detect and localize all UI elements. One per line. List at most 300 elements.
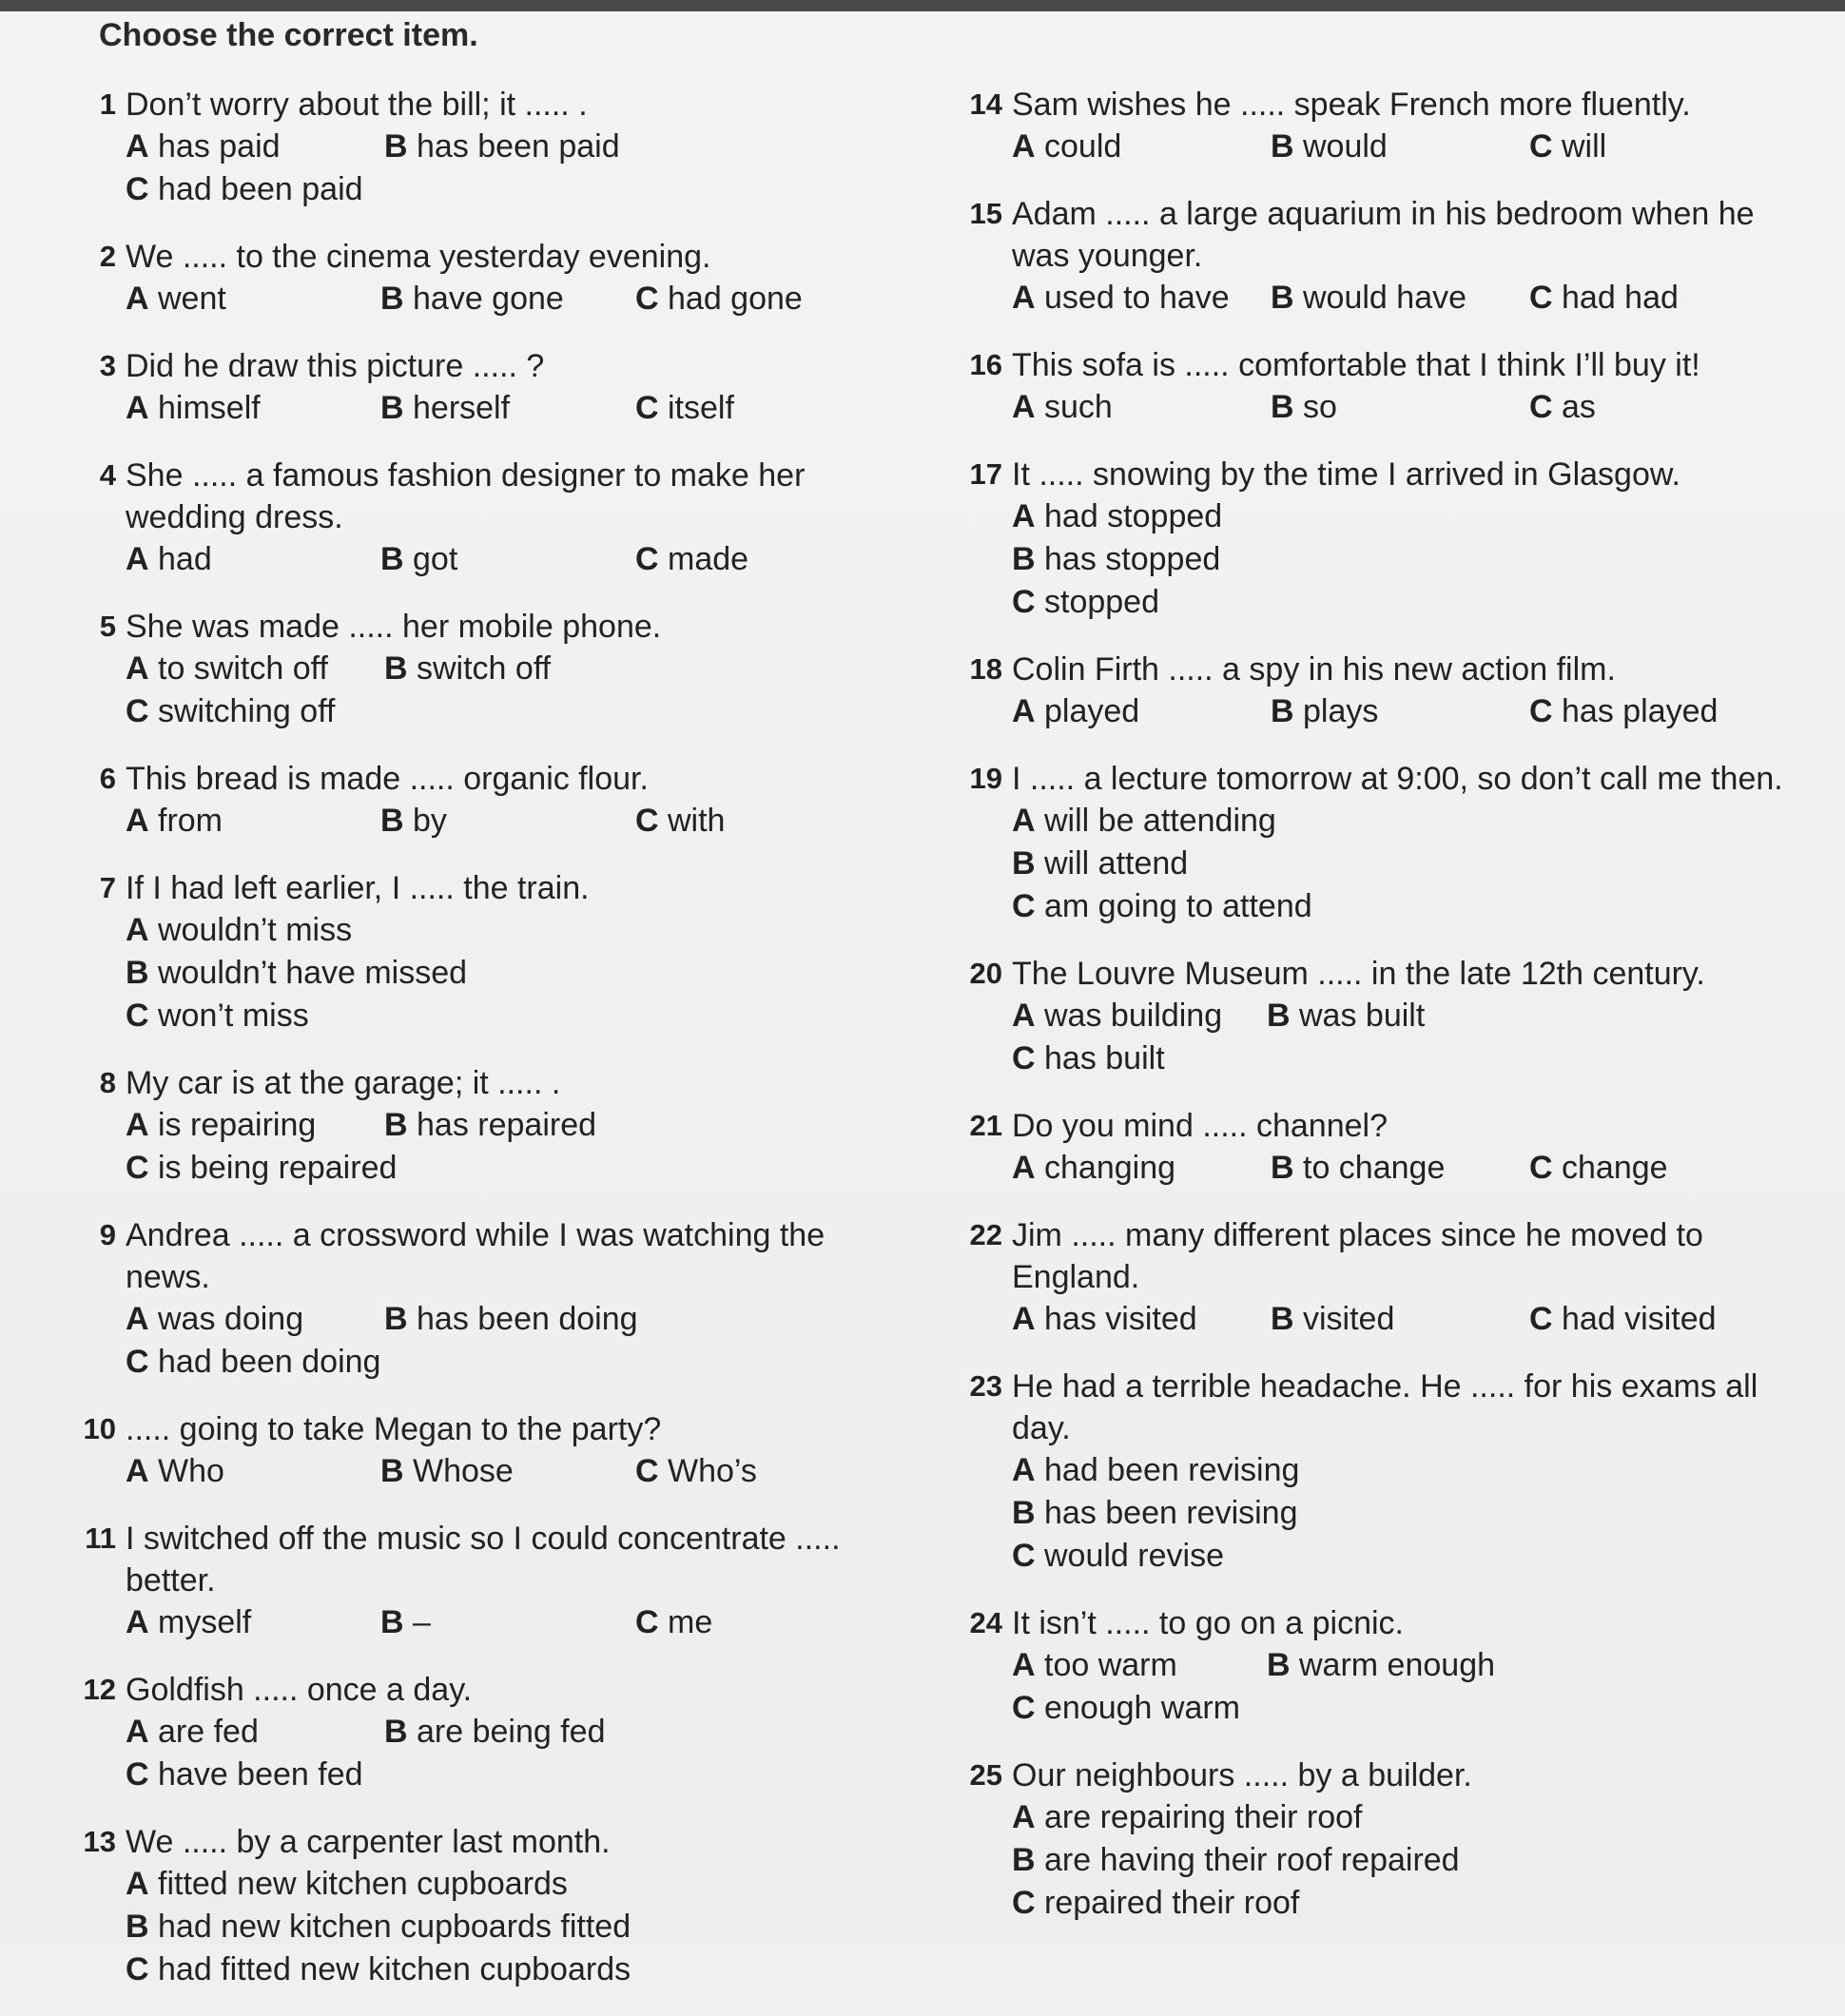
option-text: got: [413, 541, 458, 577]
option-letter: A: [126, 541, 149, 577]
option-letter: A: [1012, 1301, 1036, 1337]
option-c[interactable]: [126, 995, 886, 1037]
option-b[interactable]: [384, 1298, 643, 1341]
option-text: Whose: [413, 1453, 514, 1489]
option-a[interactable]: [126, 648, 384, 690]
question-number: 14: [969, 87, 1002, 121]
answer-options: [57, 1298, 913, 1384]
option-c[interactable]: [635, 538, 890, 581]
option-letter: B: [380, 803, 404, 839]
option-text: was doing: [158, 1301, 304, 1337]
option-a[interactable]: [126, 1450, 380, 1493]
option-letter: A: [126, 281, 149, 317]
question-stem: [57, 455, 913, 538]
question-number: 22: [969, 1218, 1002, 1251]
option-letter: C: [126, 693, 149, 729]
option-a[interactable]: [126, 278, 380, 320]
option-b[interactable]: [1271, 690, 1529, 733]
answer-options: [57, 909, 913, 1037]
question-stem: [943, 953, 1799, 995]
option-b[interactable]: [1271, 386, 1529, 429]
option-text: visited: [1303, 1301, 1395, 1337]
option-text: too warm: [1044, 1647, 1177, 1683]
option-b[interactable]: [380, 1601, 635, 1644]
question-text: Don’t worry about the bill; it ..... .: [126, 87, 588, 123]
option-letter: B: [384, 1107, 408, 1143]
option-text: had visited: [1562, 1301, 1717, 1337]
question-text: Sam wishes he ..... speak French more fluently.: [1012, 87, 1691, 123]
option-letter: B: [1271, 693, 1294, 729]
question-19: [943, 758, 1799, 928]
option-letter: A: [126, 1107, 149, 1143]
question-6: [57, 758, 913, 843]
question-number: 23: [969, 1369, 1002, 1403]
question-text: I switched off the music so I could concentrate ..... better.: [126, 1521, 841, 1599]
option-c[interactable]: [635, 1601, 890, 1644]
option-text: has been revising: [1044, 1495, 1298, 1531]
question-text: Colin Firth ..... a spy in his new action film.: [1012, 651, 1616, 688]
option-b[interactable]: [1012, 538, 1773, 581]
option-text: me: [668, 1604, 713, 1640]
question-text: He had a terrible headache. He ..... for his exams all day.: [1012, 1368, 1758, 1446]
option-a[interactable]: [1012, 1449, 1773, 1492]
option-c[interactable]: [1529, 1298, 1788, 1341]
option-text: had fitted new kitchen cupboards: [158, 1951, 631, 1987]
option-letter: C: [635, 1604, 659, 1640]
option-c[interactable]: [1012, 1882, 1773, 1925]
option-c[interactable]: [1012, 1535, 1773, 1578]
question-14: [943, 84, 1799, 168]
option-letter: B: [384, 1301, 408, 1337]
option-text: will: [1562, 128, 1607, 165]
question-5: [57, 606, 913, 733]
question-number: 19: [969, 762, 1002, 795]
option-a[interactable]: [126, 126, 384, 168]
option-text: has been paid: [417, 128, 620, 165]
question-stem: [57, 345, 913, 387]
answer-options: [57, 800, 913, 843]
option-letter: B: [1271, 389, 1294, 425]
option-letter: C: [1529, 128, 1553, 165]
option-letter: A: [126, 912, 149, 948]
option-c[interactable]: [1529, 1147, 1788, 1190]
answer-options: [57, 648, 913, 733]
option-b[interactable]: [380, 800, 635, 843]
option-letter: B: [1267, 1647, 1291, 1683]
answer-options: [943, 1449, 1799, 1578]
option-letter: B: [1271, 280, 1294, 316]
option-c[interactable]: [1012, 1687, 1525, 1730]
option-a[interactable]: [1012, 800, 1773, 843]
question-24: [943, 1602, 1799, 1730]
option-text: has played: [1562, 693, 1719, 729]
option-b[interactable]: [126, 952, 886, 995]
option-text: was built: [1299, 998, 1426, 1034]
option-letter: A: [1012, 998, 1036, 1034]
option-letter: C: [126, 998, 149, 1034]
option-text: made: [668, 541, 749, 577]
question-number: 5: [99, 610, 116, 643]
option-text: Who’s: [668, 1453, 757, 1489]
question-4: [57, 455, 913, 581]
option-c[interactable]: [126, 1341, 639, 1384]
option-text: had been paid: [158, 171, 363, 207]
option-text: change: [1562, 1150, 1668, 1186]
question-stem: [943, 1754, 1799, 1796]
option-letter: B: [380, 281, 404, 317]
question-stem: [57, 1518, 913, 1601]
option-letter: B: [126, 1909, 149, 1945]
option-c[interactable]: [126, 168, 639, 211]
option-c[interactable]: [1529, 386, 1788, 429]
option-c[interactable]: [635, 1450, 890, 1493]
answer-options: [57, 538, 913, 581]
question-stem: [943, 758, 1799, 800]
option-a[interactable]: [126, 909, 886, 952]
option-letter: B: [384, 128, 408, 165]
question-number: 20: [969, 957, 1002, 990]
question-18: [943, 649, 1799, 733]
answer-options: [943, 1796, 1799, 1925]
option-letter: B: [1012, 1842, 1036, 1878]
option-text: had been doing: [158, 1344, 381, 1380]
option-text: so: [1303, 389, 1337, 425]
option-a[interactable]: [126, 1863, 886, 1906]
option-letter: B: [1012, 1495, 1036, 1531]
question-2: [57, 236, 913, 320]
option-b[interactable]: [384, 1104, 643, 1147]
question-number: 17: [969, 457, 1002, 491]
option-letter: C: [126, 1951, 149, 1987]
option-c[interactable]: [126, 1754, 639, 1796]
option-text: with: [668, 803, 726, 839]
option-a[interactable]: [1012, 126, 1271, 168]
option-a[interactable]: [126, 538, 380, 581]
question-stem: [943, 1214, 1799, 1298]
answer-options: [943, 1147, 1799, 1190]
option-a[interactable]: [1012, 1298, 1271, 1341]
option-letter: B: [1267, 998, 1291, 1034]
option-text: repaired their roof: [1044, 1885, 1300, 1921]
question-23: [943, 1366, 1799, 1578]
question-stem: [57, 1821, 913, 1863]
option-letter: B: [1271, 128, 1294, 165]
page-edge-shadow: [0, 0, 1845, 11]
question-stem: [57, 758, 913, 800]
option-letter: C: [1012, 1538, 1036, 1574]
question-text: Adam ..... a large aquarium in his bedroom when he was younger.: [1012, 196, 1755, 274]
option-b[interactable]: [1012, 1492, 1773, 1535]
option-b[interactable]: [1267, 1644, 1522, 1687]
option-text: changing: [1044, 1150, 1176, 1186]
question-stem: [943, 193, 1799, 277]
option-text: –: [413, 1604, 431, 1640]
option-c[interactable]: [1529, 126, 1788, 168]
option-text: has stopped: [1044, 541, 1221, 577]
question-text: Did he draw this picture ..... ?: [126, 348, 545, 384]
answer-options: [943, 1644, 1799, 1730]
question-10: [57, 1408, 913, 1493]
question-12: [57, 1669, 913, 1796]
option-b[interactable]: [1271, 277, 1529, 320]
question-text: Do you mind ..... channel?: [1012, 1108, 1389, 1144]
answer-options: [943, 690, 1799, 733]
option-b[interactable]: [1271, 1298, 1529, 1341]
option-letter: C: [635, 281, 659, 317]
option-b[interactable]: [126, 1906, 886, 1948]
question-text: Jim ..... many different places since he moved to England.: [1012, 1217, 1703, 1295]
option-c[interactable]: [126, 1948, 886, 1991]
question-number: 11: [85, 1522, 116, 1555]
option-letter: A: [1012, 693, 1036, 729]
option-letter: B: [126, 955, 149, 991]
option-letter: B: [380, 1453, 404, 1489]
option-letter: B: [1012, 845, 1036, 882]
question-number: 13: [83, 1825, 116, 1858]
option-letter: C: [1529, 1150, 1553, 1186]
option-letter: C: [126, 1756, 149, 1793]
instruction-heading: Choose the correct item.: [99, 17, 478, 53]
question-number: 15: [969, 197, 1002, 230]
option-text: himself: [158, 390, 261, 426]
question-number: 24: [969, 1606, 1002, 1639]
option-a[interactable]: [1012, 277, 1271, 320]
question-stem: [943, 1105, 1799, 1147]
option-b[interactable]: [380, 1450, 635, 1493]
option-text: to change: [1303, 1150, 1446, 1186]
option-text: itself: [668, 390, 734, 426]
question-17: [943, 454, 1799, 624]
question-number: 3: [99, 349, 116, 382]
answer-options: [57, 1104, 913, 1190]
option-text: could: [1044, 128, 1122, 165]
question-number: 6: [99, 762, 116, 795]
option-c[interactable]: [126, 1147, 639, 1190]
question-number: 25: [969, 1758, 1002, 1792]
option-text: had gone: [668, 281, 803, 317]
answer-options: [57, 1450, 913, 1493]
option-b[interactable]: [1267, 995, 1522, 1037]
answer-options: [57, 278, 913, 320]
question-number: 9: [99, 1218, 116, 1251]
question-text: The Louvre Museum ..... in the late 12th century.: [1012, 956, 1705, 992]
option-a[interactable]: [1012, 495, 1773, 538]
option-c[interactable]: [1012, 885, 1773, 928]
option-c[interactable]: [635, 387, 890, 430]
option-letter: A: [1012, 1799, 1036, 1835]
question-stem: [57, 236, 913, 278]
right-question-column: [943, 84, 1799, 1949]
option-text: are repairing their roof: [1044, 1799, 1363, 1835]
option-a[interactable]: [1012, 1796, 1773, 1839]
option-text: is repairing: [158, 1107, 317, 1143]
option-text: fitted new kitchen cupboards: [158, 1866, 568, 1902]
option-b[interactable]: [384, 1711, 643, 1754]
option-text: had stopped: [1044, 498, 1223, 534]
option-a[interactable]: [126, 1601, 380, 1644]
option-letter: C: [1012, 1040, 1036, 1076]
option-a[interactable]: [126, 1711, 384, 1754]
question-stem: [943, 1602, 1799, 1644]
question-20: [943, 953, 1799, 1080]
question-number: 1: [99, 87, 116, 121]
question-stem: [57, 1062, 913, 1104]
answer-options: [57, 387, 913, 430]
option-letter: A: [126, 1714, 149, 1750]
question-text: It ..... snowing by the time I arrived in Glasgow.: [1012, 456, 1680, 493]
question-9: [57, 1214, 913, 1384]
option-text: by: [413, 803, 447, 839]
question-number: 10: [83, 1412, 116, 1445]
option-letter: C: [635, 803, 659, 839]
option-letter: C: [126, 1344, 149, 1380]
option-b[interactable]: [1012, 1839, 1773, 1882]
option-letter: A: [126, 1866, 149, 1902]
option-letter: A: [1012, 498, 1036, 534]
option-letter: A: [1012, 280, 1036, 316]
option-c[interactable]: [635, 800, 890, 843]
option-letter: A: [126, 1301, 149, 1337]
option-a[interactable]: [1012, 1644, 1267, 1687]
question-21: [943, 1105, 1799, 1190]
option-text: was building: [1044, 998, 1223, 1034]
option-letter: C: [635, 390, 659, 426]
question-stem: [57, 1669, 913, 1711]
question-stem: [57, 606, 913, 648]
option-a[interactable]: [1012, 386, 1271, 429]
option-a[interactable]: [1012, 1147, 1271, 1190]
answer-options: [57, 1711, 913, 1796]
option-text: would: [1303, 128, 1388, 165]
option-text: myself: [158, 1604, 252, 1640]
option-text: has been doing: [417, 1301, 638, 1337]
option-text: has visited: [1044, 1301, 1197, 1337]
option-letter: A: [126, 803, 149, 839]
option-text: had: [158, 541, 212, 577]
option-letter: B: [1271, 1301, 1294, 1337]
question-stem: [57, 1214, 913, 1298]
option-a[interactable]: [126, 800, 380, 843]
option-text: switch off: [417, 650, 552, 687]
question-stem: [943, 649, 1799, 690]
option-text: switching off: [158, 693, 336, 729]
option-text: has repaired: [417, 1107, 597, 1143]
option-c[interactable]: [1529, 277, 1788, 320]
option-letter: A: [1012, 1647, 1036, 1683]
option-text: had had: [1562, 280, 1679, 316]
option-a[interactable]: [126, 1298, 384, 1341]
option-b[interactable]: [380, 538, 635, 581]
option-letter: B: [380, 1604, 404, 1640]
option-text: warm enough: [1299, 1647, 1496, 1683]
option-text: wouldn’t miss: [158, 912, 353, 948]
option-letter: C: [1012, 1885, 1036, 1921]
option-letter: A: [126, 1453, 149, 1489]
question-1: [57, 84, 913, 211]
question-text: This bread is made ..... organic flour.: [126, 761, 649, 797]
answer-options: [57, 1863, 913, 1991]
question-text: Goldfish ..... once a day.: [126, 1672, 473, 1708]
option-c[interactable]: [635, 278, 890, 320]
option-text: have gone: [413, 281, 564, 317]
option-a[interactable]: [1012, 995, 1267, 1037]
option-b[interactable]: [384, 126, 643, 168]
option-letter: C: [1529, 389, 1553, 425]
question-stem: [57, 1408, 913, 1450]
option-a[interactable]: [126, 1104, 384, 1147]
option-letter: B: [1012, 541, 1036, 577]
question-text: She ..... a famous fashion designer to make her wedding dress.: [126, 457, 806, 535]
option-b[interactable]: [380, 387, 635, 430]
question-text: We ..... to the cinema yesterday evening.: [126, 239, 711, 275]
option-text: has built: [1044, 1040, 1165, 1076]
question-number: 21: [969, 1109, 1002, 1142]
question-number: 16: [969, 348, 1002, 381]
question-number: 18: [969, 652, 1002, 686]
question-text: She was made ..... her mobile phone.: [126, 609, 662, 645]
option-letter: A: [126, 390, 149, 426]
question-stem: [943, 1366, 1799, 1449]
answer-options: [943, 1298, 1799, 1341]
option-c[interactable]: [1012, 581, 1773, 624]
option-letter: A: [1012, 1452, 1036, 1488]
left-question-column: [57, 84, 913, 2016]
option-b[interactable]: [380, 278, 635, 320]
question-15: [943, 193, 1799, 320]
option-text: from: [158, 803, 223, 839]
option-c[interactable]: [126, 690, 639, 733]
question-25: [943, 1754, 1799, 1925]
question-text: This sofa is ..... comfortable that I think I’ll buy it!: [1012, 347, 1700, 383]
option-c[interactable]: [1529, 690, 1788, 733]
option-text: wouldn’t have missed: [158, 955, 468, 991]
question-number: 4: [99, 458, 116, 492]
option-a[interactable]: [1012, 690, 1271, 733]
option-b[interactable]: [384, 648, 643, 690]
option-text: have been fed: [158, 1756, 363, 1793]
option-text: are fed: [158, 1714, 259, 1750]
option-text: herself: [413, 390, 511, 426]
option-text: would revise: [1044, 1538, 1224, 1574]
option-letter: C: [635, 1453, 659, 1489]
option-text: would have: [1303, 280, 1467, 316]
question-16: [943, 344, 1799, 429]
option-b[interactable]: [1271, 1147, 1529, 1190]
option-letter: C: [635, 541, 659, 577]
option-letter: A: [1012, 389, 1036, 425]
option-text: such: [1044, 389, 1113, 425]
option-a[interactable]: [126, 387, 380, 430]
question-stem: [943, 344, 1799, 386]
option-text: had been revising: [1044, 1452, 1300, 1488]
option-text: went: [158, 281, 226, 317]
option-letter: A: [1012, 128, 1036, 165]
question-text: I ..... a lecture tomorrow at 9:00, so don’t call me then.: [1012, 761, 1783, 797]
option-letter: C: [126, 171, 149, 207]
option-letter: B: [1271, 1150, 1294, 1186]
question-text: Andrea ..... a crossword while I was watching the news.: [126, 1217, 825, 1295]
answer-options: [943, 995, 1799, 1080]
option-letter: C: [1529, 280, 1553, 316]
option-b[interactable]: [1012, 843, 1773, 885]
answer-options: [57, 1601, 913, 1644]
option-text: has paid: [158, 128, 281, 165]
option-text: stopped: [1044, 584, 1159, 620]
question-text: ..... going to take Megan to the party?: [126, 1411, 662, 1447]
option-c[interactable]: [1012, 1037, 1525, 1080]
option-b[interactable]: [1271, 126, 1529, 168]
answer-options: [943, 126, 1799, 168]
